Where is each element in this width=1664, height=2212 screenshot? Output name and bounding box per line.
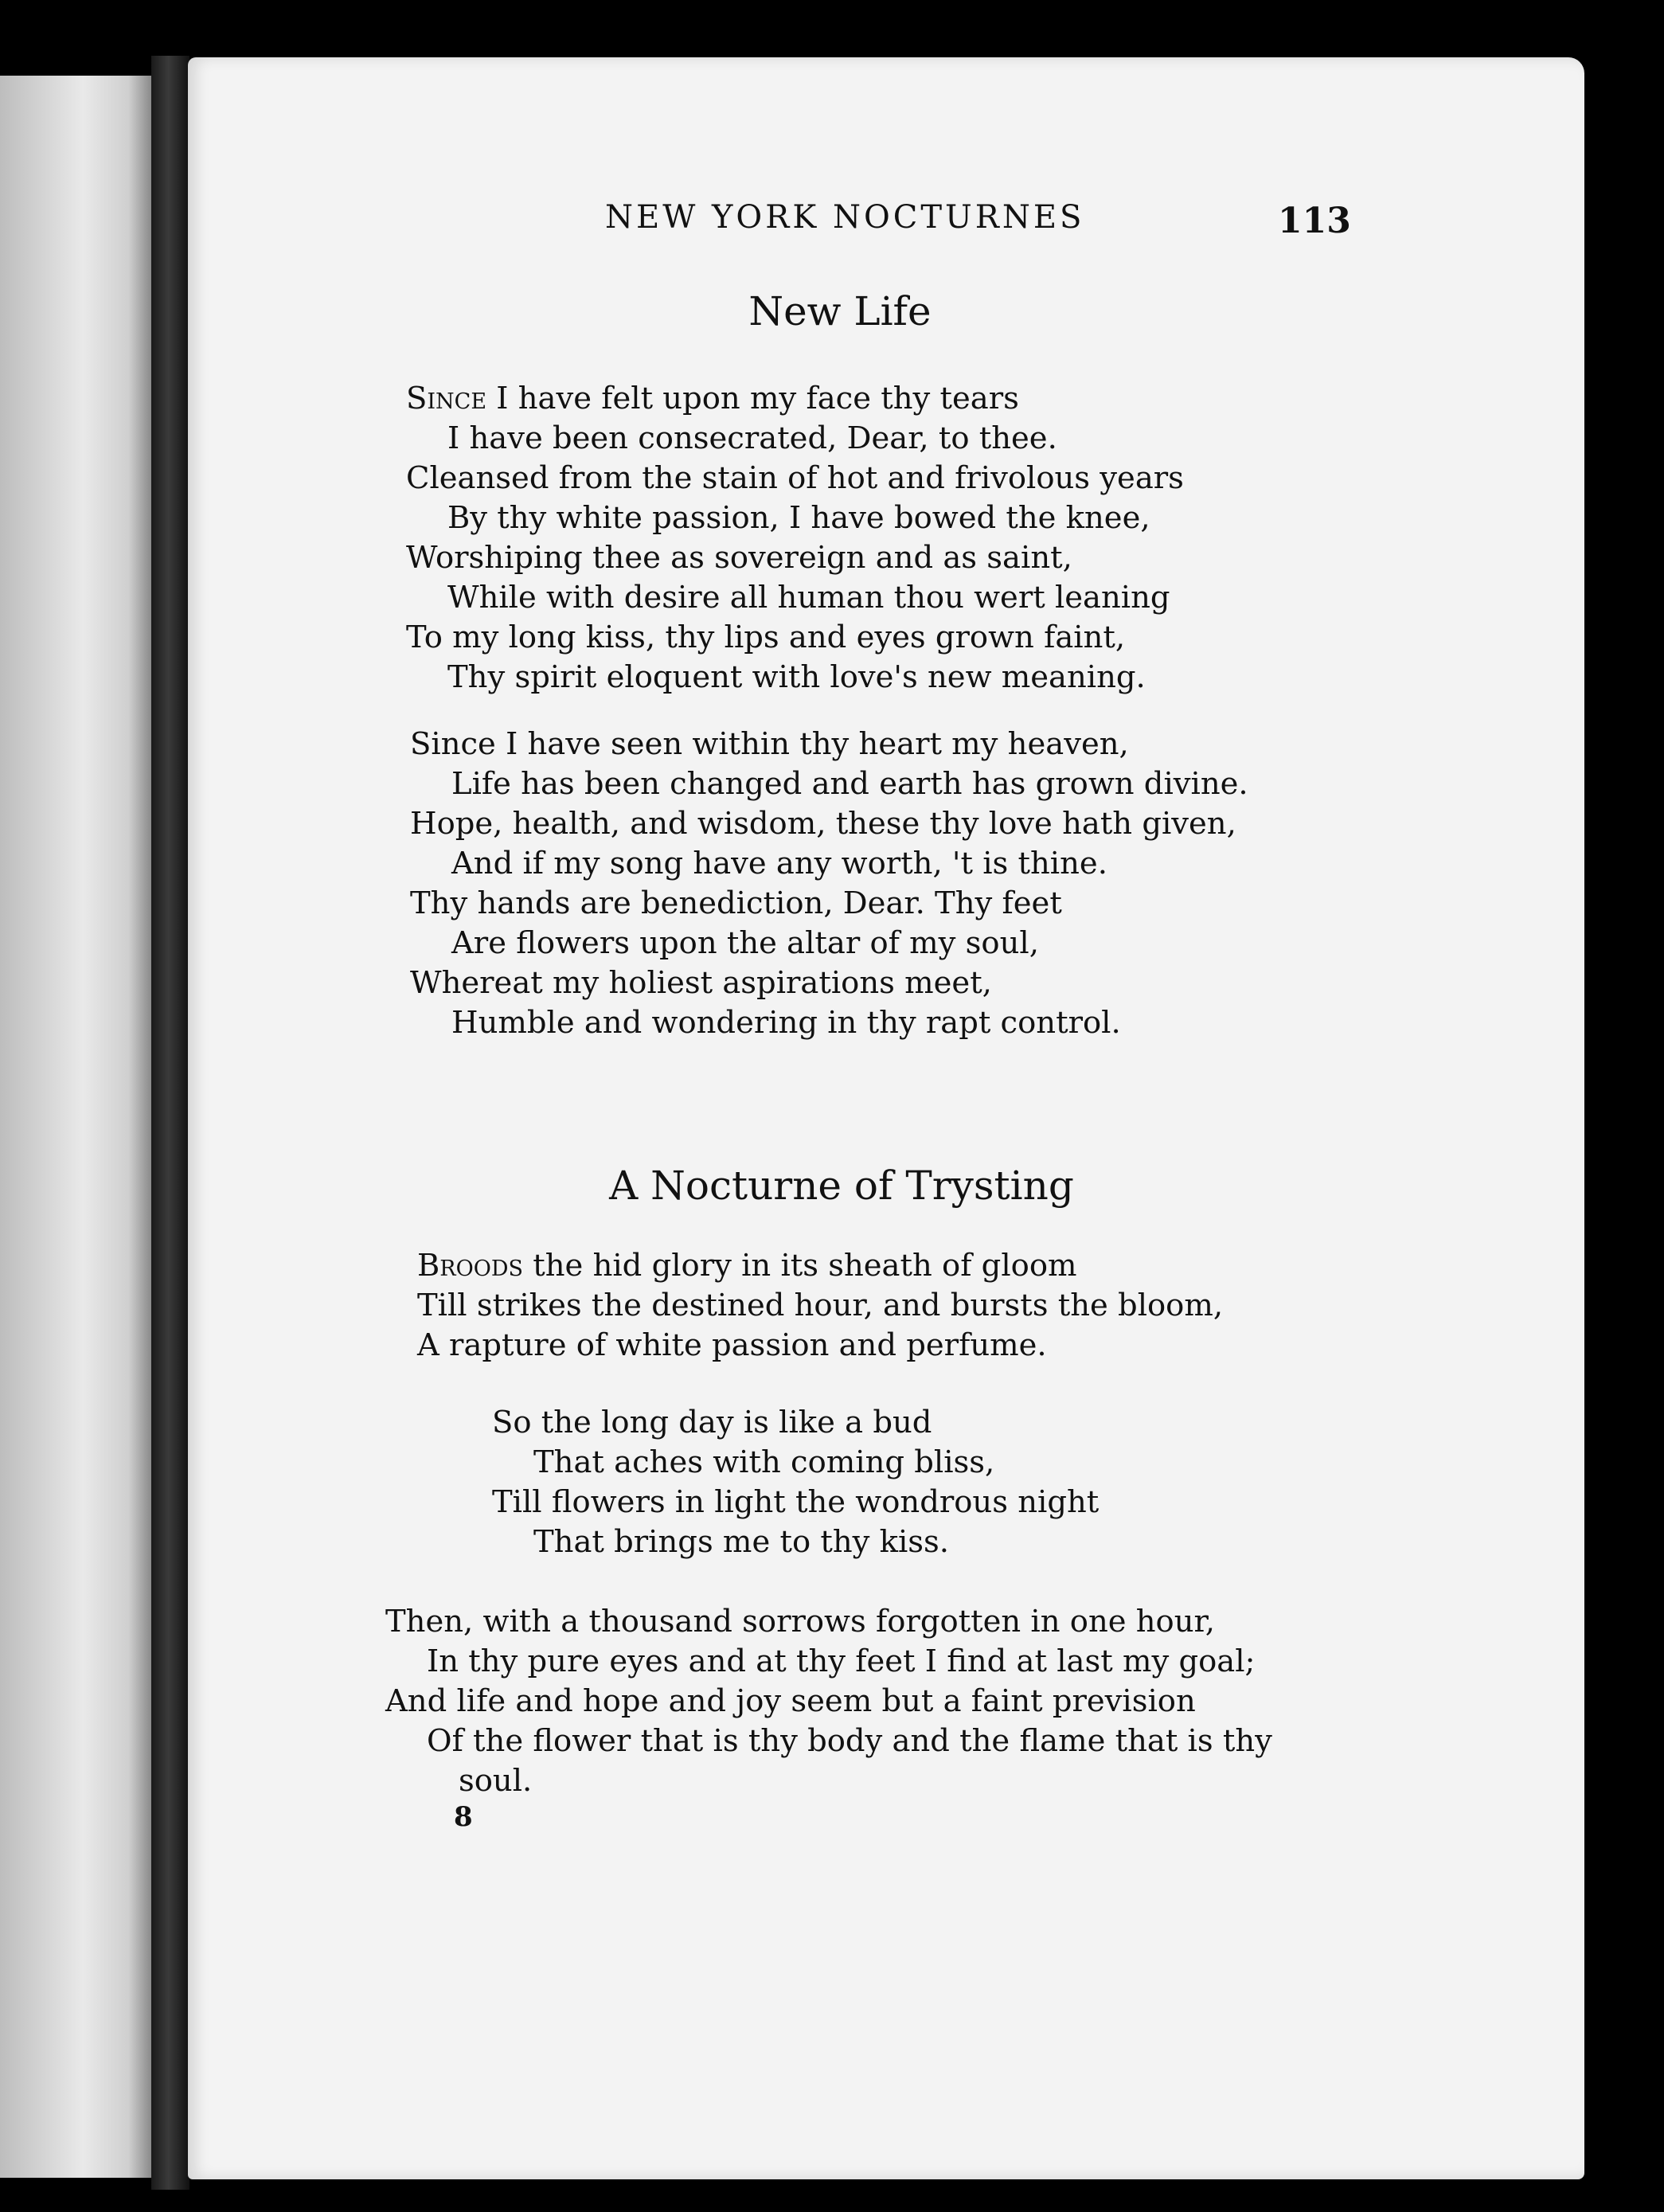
facing-page-edge bbox=[0, 76, 151, 2178]
verse-line: Life has been changed and earth has grown divine. bbox=[451, 766, 1248, 802]
verse-line: Then, with a thousand sorrows forgotten in one hour, bbox=[385, 1604, 1215, 1639]
verse-line: And if my song have any worth, 't is thine. bbox=[451, 846, 1107, 881]
stanza bbox=[417, 1246, 1223, 1366]
poem-title: A Nocturne of Trysting bbox=[609, 1163, 1074, 1209]
verse-line: Broods the hid glory in its sheath of gloom bbox=[417, 1248, 1077, 1284]
verse-line: Thy hands are benediction, Dear. Thy feet bbox=[410, 885, 1062, 921]
running-head: NEW YORK NOCTURNES bbox=[605, 199, 1085, 236]
verse-line: That brings me to thy kiss. bbox=[533, 1524, 950, 1560]
verse-line: Worshiping thee as sovereign and as saint, bbox=[406, 540, 1072, 576]
verse-line: So the long day is like a bud bbox=[492, 1405, 932, 1440]
verse-line: Since I have seen within thy heart my heaven, bbox=[410, 726, 1129, 762]
verse-line: soul. bbox=[459, 1763, 533, 1799]
verse-line: While with desire all human thou wert leaning bbox=[447, 580, 1170, 616]
stanza bbox=[410, 725, 1248, 1043]
stanza bbox=[492, 1403, 1099, 1562]
verse-line: A rapture of white passion and perfume. bbox=[417, 1327, 1047, 1363]
poem-title: New Life bbox=[748, 288, 932, 334]
verse-line: Are flowers upon the altar of my soul, bbox=[451, 925, 1039, 961]
verse-line: Thy spirit eloquent with love's new meaning. bbox=[447, 659, 1146, 695]
page-number: 113 bbox=[1278, 201, 1351, 241]
book-page bbox=[188, 57, 1584, 2179]
verse-line: Humble and wondering in thy rapt control. bbox=[451, 1005, 1121, 1041]
verse-line: To my long kiss, thy lips and eyes grown faint, bbox=[406, 619, 1126, 655]
stanza bbox=[385, 1602, 1272, 1801]
small-caps-lead: Since bbox=[406, 381, 487, 416]
stanza bbox=[406, 379, 1184, 698]
verse-line: Since I have felt upon my face thy tears bbox=[406, 381, 1019, 416]
verse-line: Hope, health, and wisdom, these thy love hath given, bbox=[410, 806, 1236, 842]
small-caps-lead: Broods bbox=[417, 1248, 524, 1284]
verse-line: I have been consecrated, Dear, to thee. bbox=[447, 420, 1057, 456]
verse-line: Till flowers in light the wondrous night bbox=[492, 1484, 1100, 1520]
verse-line: By thy white passion, I have bowed the knee, bbox=[447, 500, 1150, 536]
verse-line: Till strikes the destined hour, and bursts the bloom, bbox=[417, 1288, 1224, 1323]
verse-line: Whereat my holiest aspirations meet, bbox=[410, 965, 992, 1001]
verse-line: Cleansed from the stain of hot and frivolous years bbox=[406, 460, 1184, 496]
verse-line: And life and hope and joy seem but a faint prevision bbox=[385, 1683, 1196, 1719]
verse-line: Of the flower that is thy body and the flame that is thy bbox=[427, 1723, 1272, 1759]
book-gutter bbox=[151, 56, 189, 2190]
signature-mark: 8 bbox=[454, 1801, 473, 1833]
verse-line: In thy pure eyes and at thy feet I find at last my goal; bbox=[427, 1643, 1256, 1679]
verse-line: That aches with coming bliss, bbox=[533, 1444, 995, 1480]
